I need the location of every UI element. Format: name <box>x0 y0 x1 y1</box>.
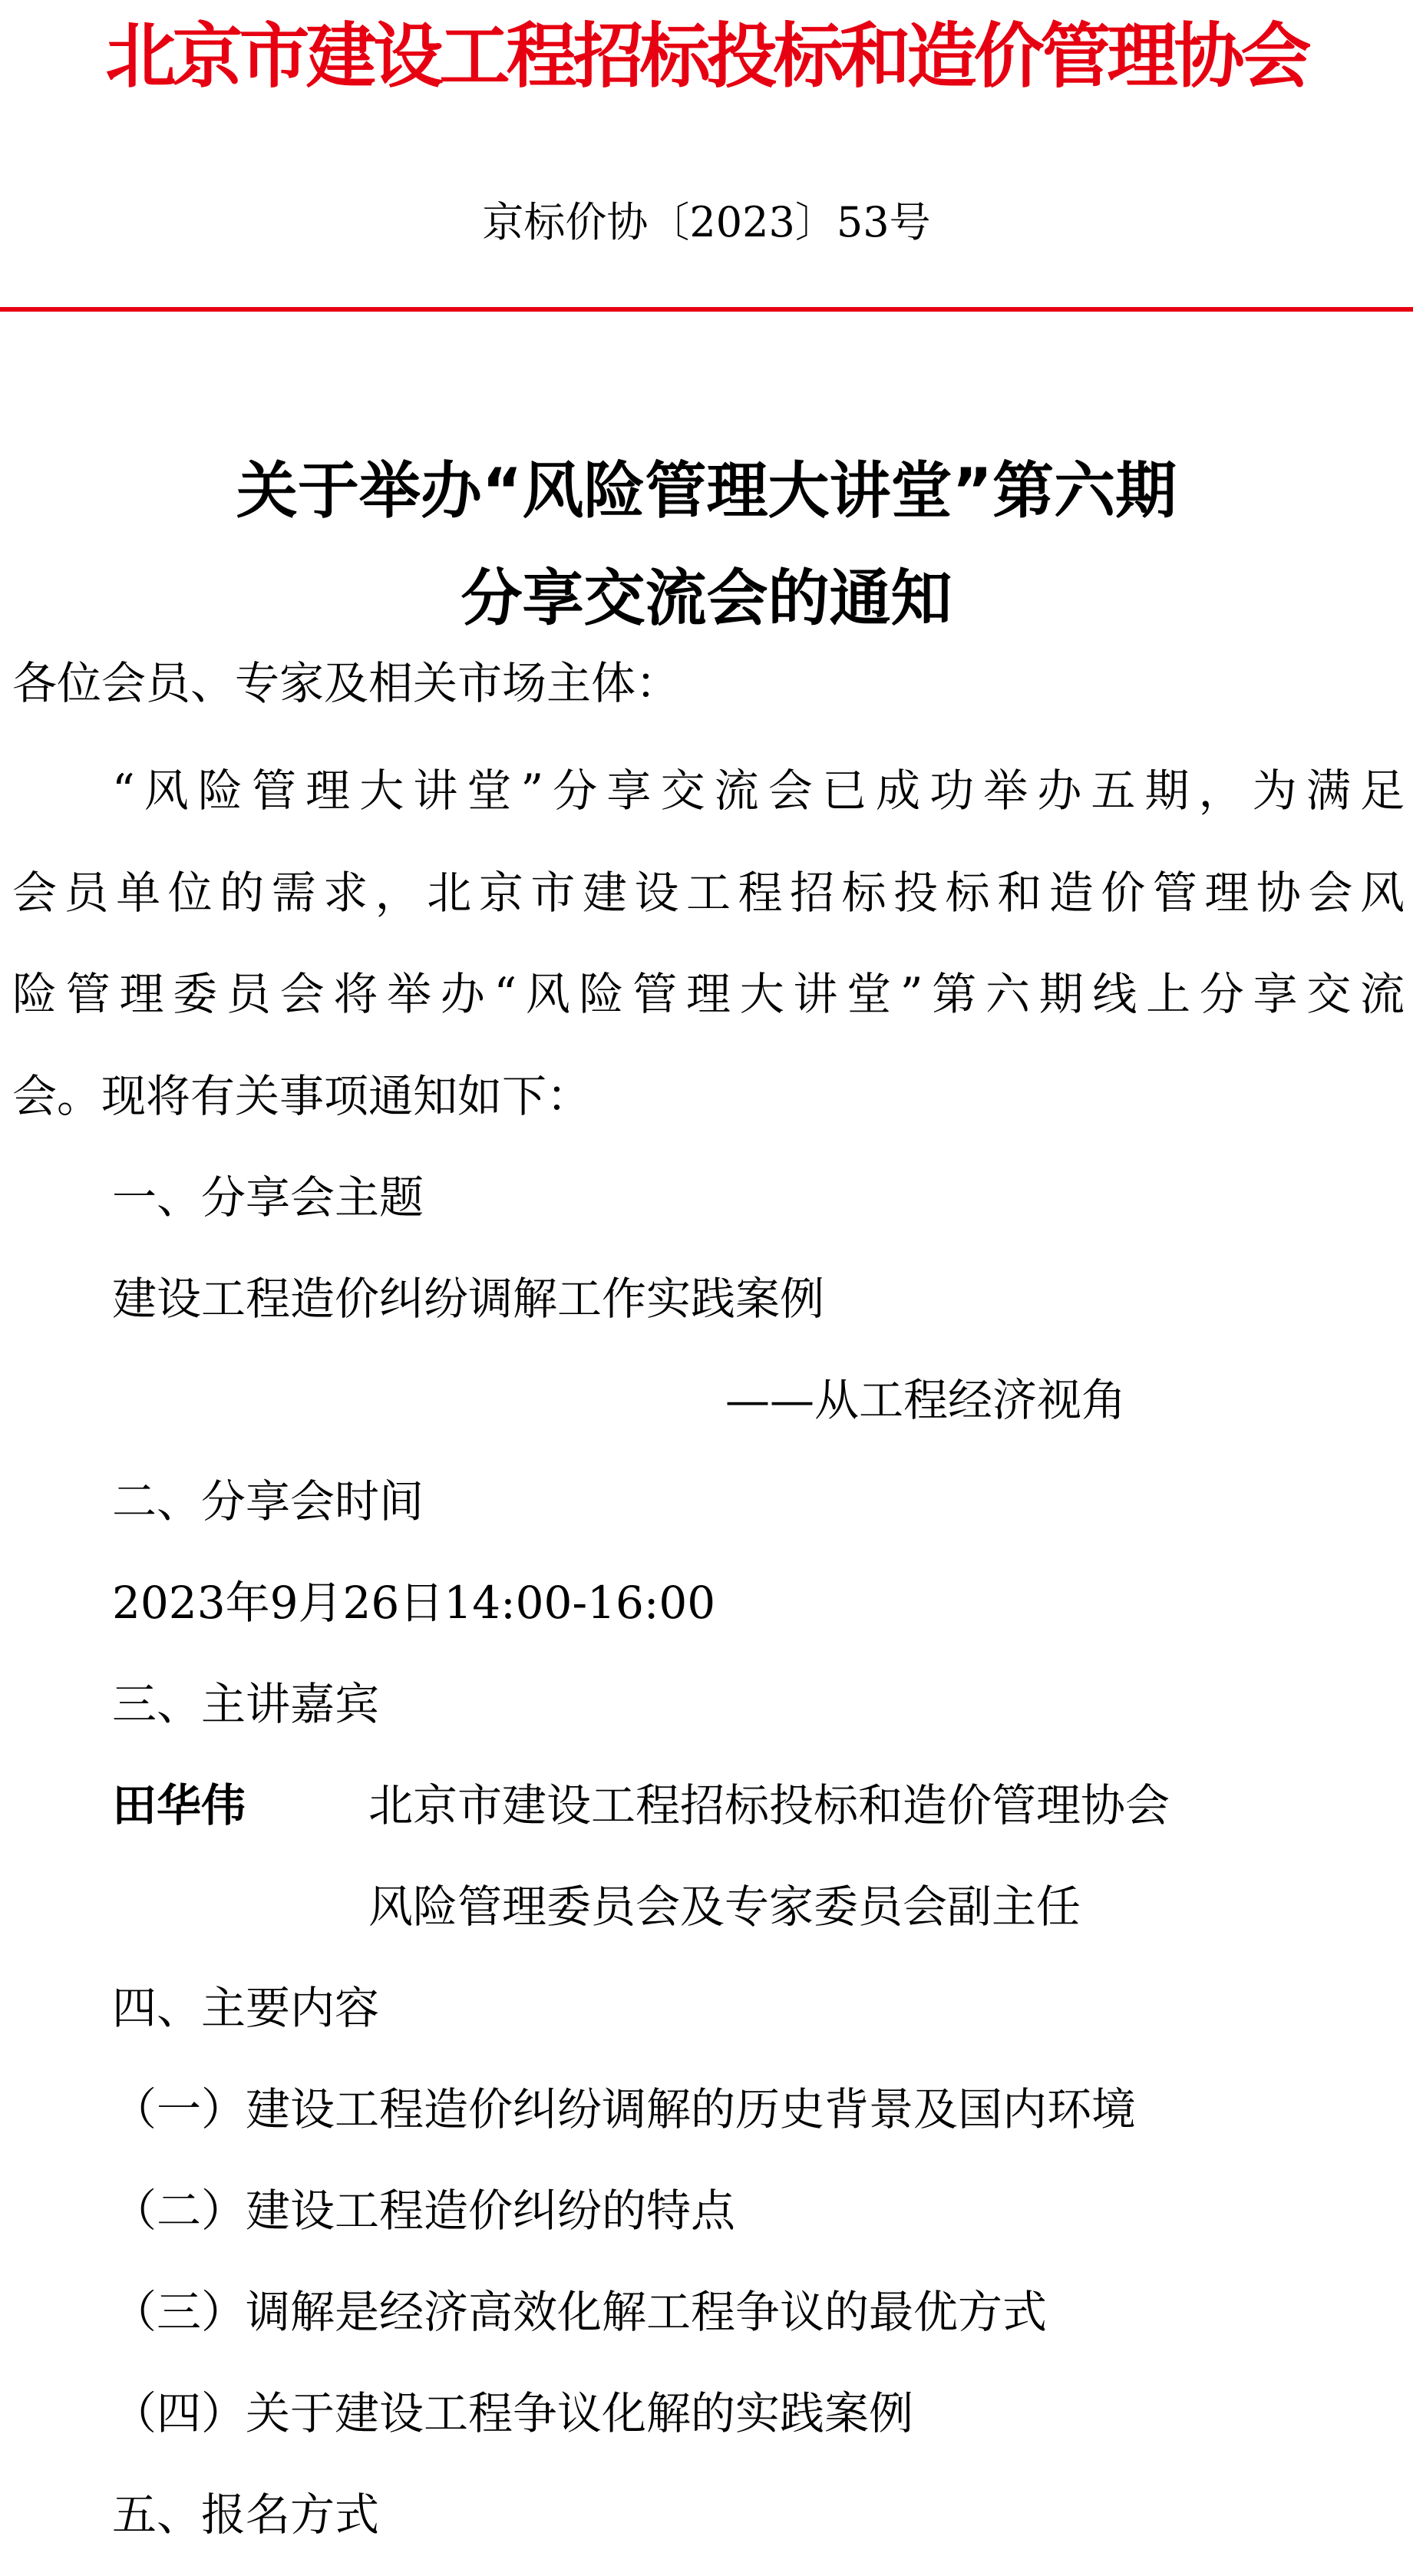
section-1-subtitle: ——从工程经济视角 <box>725 1374 1127 1426</box>
speaker-name: 田华伟 <box>112 1779 246 1831</box>
agency-header: 北京市建设工程招标投标和造价管理协会 <box>105 15 1308 97</box>
content-item-4: （四）关于建设工程争议化解的实践案例 <box>112 2387 914 2439</box>
section-5-heading: 五、报名方式 <box>112 2488 380 2541</box>
section-4-heading: 四、主要内容 <box>112 1982 380 2034</box>
section-2-heading: 二、分享会时间 <box>112 1475 424 1527</box>
notice-title-line-2: 分享交流会的通知 <box>461 563 952 634</box>
intro-line-1: “风险管理大讲堂”分享交流会已成功举办五期，为满足 <box>112 765 1405 817</box>
section-2-time: 2023年9月26日14:00-16:00 <box>112 1577 716 1629</box>
content-item-2: （二）建设工程造价纠纷的特点 <box>112 2185 736 2237</box>
content-item-3: （三）调解是经济高效化解工程争议的最优方式 <box>112 2286 1048 2338</box>
document-number: 京标价协〔2023〕53号 <box>482 198 931 246</box>
section-3-heading: 三、主讲嘉宾 <box>112 1678 380 1730</box>
intro-line-2: 会员单位的需求，北京市建设工程招标投标和造价管理协会风 <box>12 867 1405 919</box>
red-divider-line <box>0 307 1413 312</box>
section-1-topic: 建设工程造价纠纷调解工作实践案例 <box>112 1273 825 1325</box>
content-item-1: （一）建设工程造价纠纷调解的历史背景及国内环境 <box>112 2083 1137 2135</box>
speaker-title-line-2: 风险管理委员会及专家委员会副主任 <box>368 1881 1081 1933</box>
notice-title-line-1: 关于举办“风险管理大讲堂”第六期 <box>236 455 1177 527</box>
section-1-heading: 一、分享会主题 <box>112 1171 424 1224</box>
salutation: 各位会员、专家及相关市场主体： <box>12 657 681 709</box>
speaker-title-line-1: 北京市建设工程招标投标和造价管理协会 <box>368 1779 1170 1831</box>
intro-line-4: 会。现将有关事项通知如下： <box>12 1070 592 1122</box>
intro-line-3: 险管理委员会将举办“风险管理大讲堂”第六期线上分享交流 <box>12 968 1405 1020</box>
